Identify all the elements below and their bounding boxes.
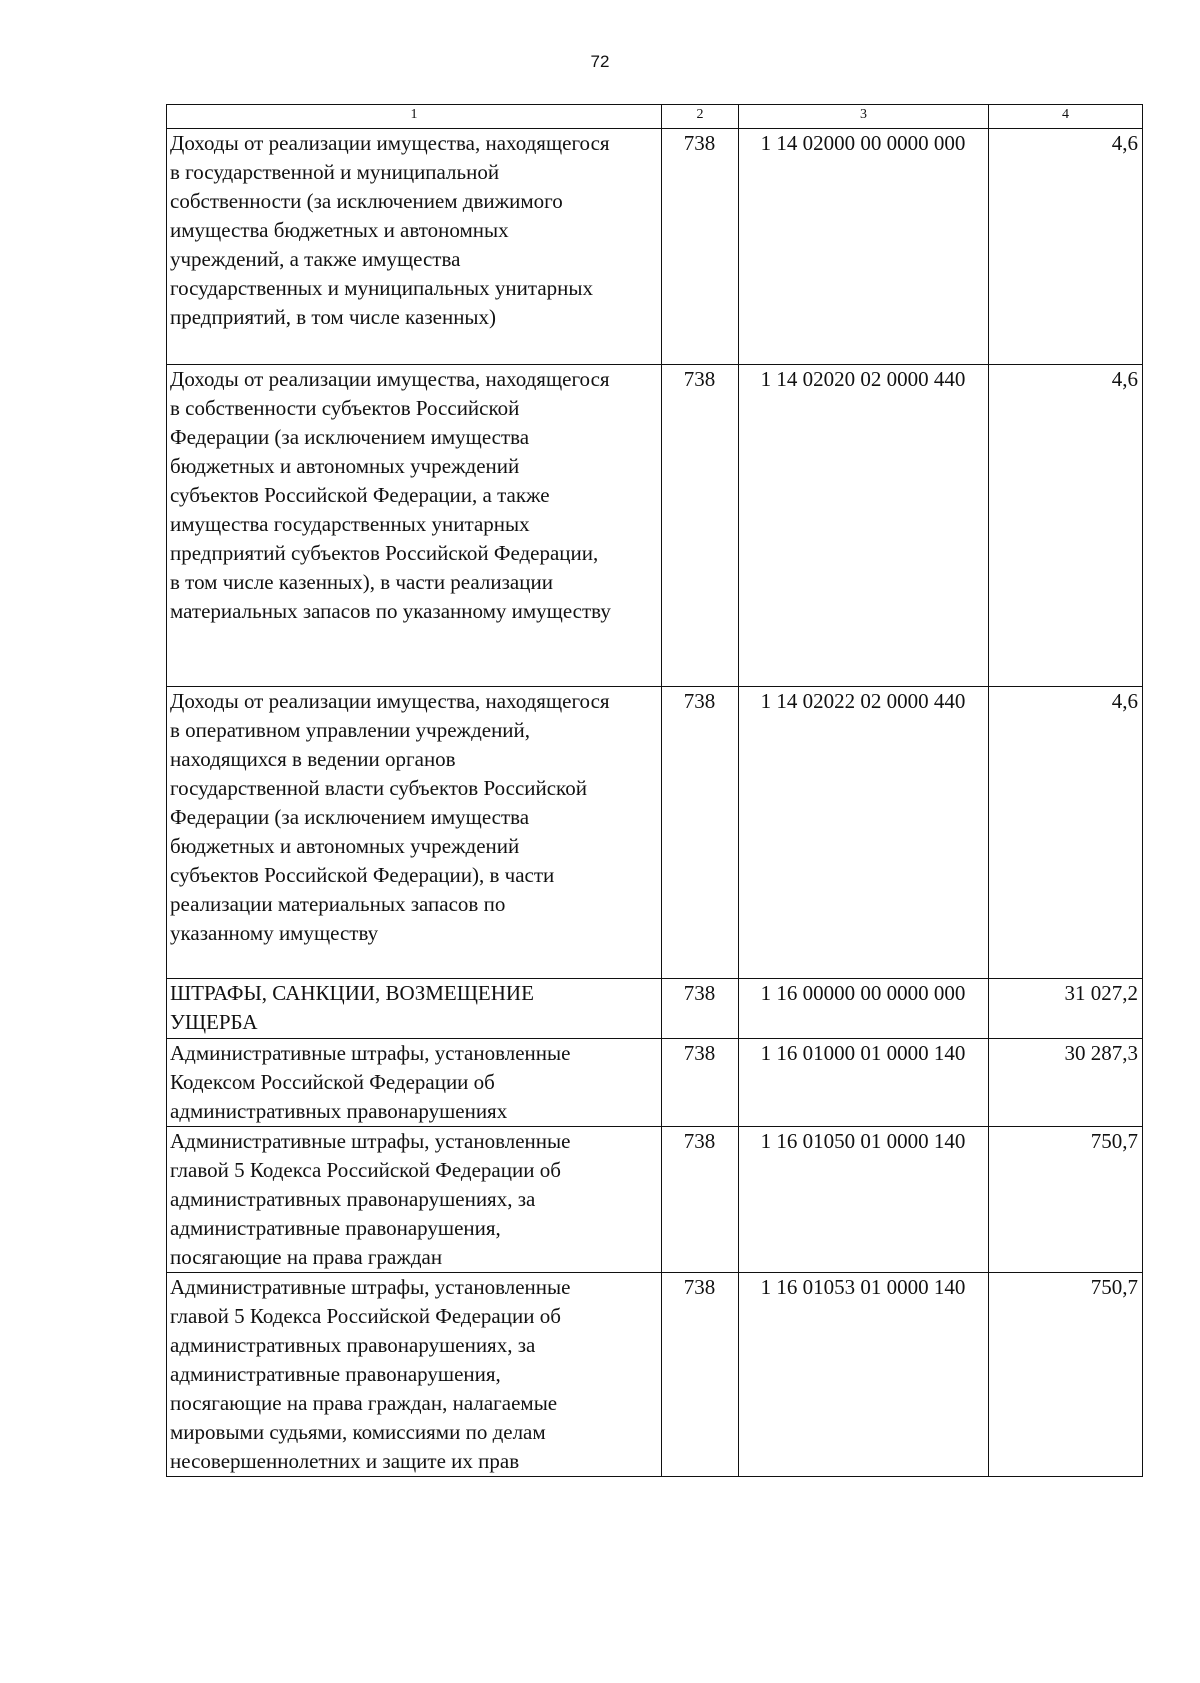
table-row: [167, 687, 1143, 979]
row-budget-code: 1 16 00000 00 0000 000: [739, 979, 989, 1039]
description-line: административные правонарушения,: [170, 1362, 501, 1386]
description-line: государственной власти субъектов Российской: [170, 776, 587, 800]
description-line: имущества государственных унитарных: [170, 512, 530, 536]
row-amount: 750,7: [989, 1273, 1143, 1477]
description-line: субъектов Российской Федерации, а также: [170, 483, 550, 507]
row-amount: 30 287,3: [989, 1039, 1143, 1127]
row-description: [167, 979, 662, 1039]
row-budget-code: 1 14 02000 00 0000 000: [739, 129, 989, 365]
description-line: предприятий субъектов Российской Федерации,: [170, 541, 599, 565]
description-line: административных правонарушениях, за: [170, 1333, 536, 1357]
description-line: мировыми судьями, комиссиями по делам: [170, 1420, 546, 1444]
description-line: собственности (за исключением движимого: [170, 189, 563, 213]
row-description: [167, 1039, 662, 1127]
description-line: находящихся в ведении органов: [170, 747, 456, 771]
table-row: [167, 1273, 1143, 1477]
row-admin-code: 738: [662, 979, 739, 1039]
description-line: несовершеннолетних и защите их прав: [170, 1449, 520, 1473]
description-line: указанному имуществу: [170, 921, 379, 945]
row-description: [167, 365, 662, 687]
description-line: главой 5 Кодекса Российской Федерации об: [170, 1304, 561, 1328]
description-line: государственных и муниципальных унитарных: [170, 276, 593, 300]
description-line: в собственности субъектов Российской: [170, 396, 520, 420]
page-number: 72: [590, 52, 610, 71]
description-line: посягающие на права граждан, налагаемые: [170, 1391, 558, 1415]
header-col-4: 4: [989, 105, 1143, 129]
description-line: Доходы от реализации имущества, находящегося: [170, 131, 610, 155]
row-amount: 750,7: [989, 1127, 1143, 1273]
description-line: бюджетных и автономных учреждений: [170, 834, 520, 858]
header-col-3: 3: [739, 105, 989, 129]
row-admin-code: 738: [662, 1273, 739, 1477]
row-budget-code: 1 16 01053 01 0000 140: [739, 1273, 989, 1477]
table-row: [167, 129, 1143, 365]
row-budget-code: 1 14 02020 02 0000 440: [739, 365, 989, 687]
description-line: УЩЕРБА: [170, 1010, 258, 1034]
description-line: в том числе казенных), в части реализации: [170, 570, 553, 594]
description-line: административные правонарушения,: [170, 1216, 501, 1240]
description-line: административных правонарушениях: [170, 1099, 508, 1123]
row-admin-code: 738: [662, 1039, 739, 1127]
row-admin-code: 738: [662, 1127, 739, 1273]
table-row: [167, 365, 1143, 687]
row-amount: 4,6: [989, 129, 1143, 365]
row-admin-code: 738: [662, 129, 739, 365]
row-amount: 4,6: [989, 687, 1143, 979]
description-line: Кодексом Российской Федерации об: [170, 1070, 495, 1094]
row-amount: 4,6: [989, 365, 1143, 687]
description-line: Доходы от реализации имущества, находящегося: [170, 689, 610, 713]
description-line: административных правонарушениях, за: [170, 1187, 536, 1211]
description-line: Доходы от реализации имущества, находящегося: [170, 367, 610, 391]
description-line: Федерации (за исключением имущества: [170, 805, 530, 829]
header-col-1: 1: [167, 105, 662, 129]
description-line: бюджетных и автономных учреждений: [170, 454, 520, 478]
description-line: учреждений, а также имущества: [170, 247, 461, 271]
description-line: Административные штрафы, установленные: [170, 1041, 571, 1065]
table-header-row: [167, 105, 1143, 129]
description-line: субъектов Российской Федерации), в части: [170, 863, 555, 887]
description-line: Административные штрафы, установленные: [170, 1275, 571, 1299]
table-row: [167, 1127, 1143, 1273]
table-row: [167, 979, 1143, 1039]
row-admin-code: 738: [662, 365, 739, 687]
row-description: [167, 129, 662, 365]
description-line: материальных запасов по указанному имуществу: [170, 599, 611, 623]
description-line: Административные штрафы, установленные: [170, 1129, 571, 1153]
row-admin-code: 738: [662, 687, 739, 979]
description-line: в государственной и муниципальной: [170, 160, 500, 184]
table-row: [167, 1039, 1143, 1127]
description-line: реализации материальных запасов по: [170, 892, 506, 916]
row-amount: 31 027,2: [989, 979, 1143, 1039]
row-budget-code: 1 16 01050 01 0000 140: [739, 1127, 989, 1273]
budget-revenue-table: [166, 104, 1143, 1477]
row-budget-code: 1 16 01000 01 0000 140: [739, 1039, 989, 1127]
description-line: в оперативном управлении учреждений,: [170, 718, 531, 742]
row-description: [167, 687, 662, 979]
description-line: имущества бюджетных и автономных: [170, 218, 509, 242]
row-budget-code: 1 14 02022 02 0000 440: [739, 687, 989, 979]
description-line: посягающие на права граждан: [170, 1245, 443, 1269]
description-line: Федерации (за исключением имущества: [170, 425, 530, 449]
row-description: [167, 1127, 662, 1273]
header-col-2: 2: [662, 105, 739, 129]
description-line: ШТРАФЫ, САНКЦИИ, ВОЗМЕЩЕНИЕ: [170, 981, 534, 1005]
description-line: главой 5 Кодекса Российской Федерации об: [170, 1158, 561, 1182]
description-line: предприятий, в том числе казенных): [170, 305, 497, 329]
row-description: [167, 1273, 662, 1477]
